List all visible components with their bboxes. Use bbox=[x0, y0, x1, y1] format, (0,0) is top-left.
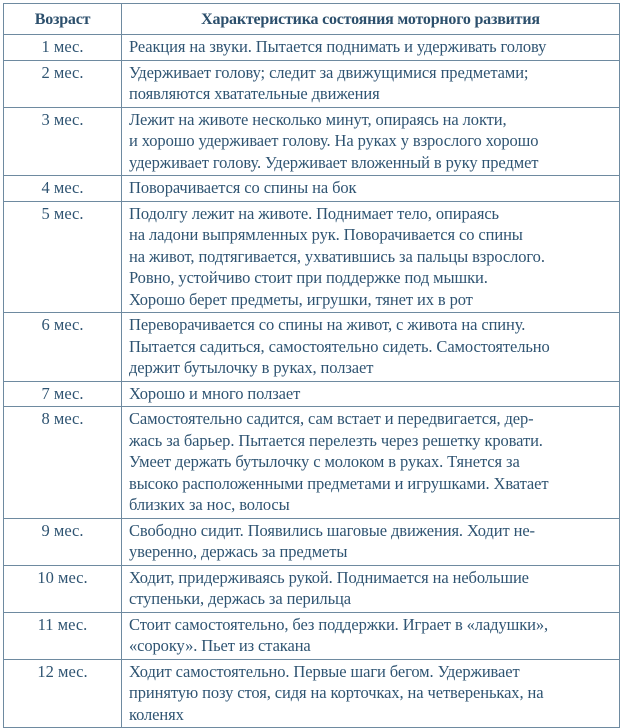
description-line: Реакция на звуки. Пытается поднимать и удерживать голову bbox=[129, 37, 547, 56]
table-row bbox=[4, 176, 620, 202]
age-cell: 4 мес. bbox=[4, 176, 122, 202]
description-line: коленях bbox=[129, 704, 184, 724]
age-cell: 1 мес. bbox=[4, 35, 122, 61]
description-cell bbox=[122, 60, 620, 107]
age-cell: 11 мес. bbox=[4, 612, 122, 659]
description-line: Удерживает голову; следит за движущимися предметами; bbox=[129, 62, 529, 82]
description-line: Лежит на животе несколько минут, опираясь на локти, bbox=[129, 109, 507, 129]
table-row bbox=[4, 407, 620, 519]
header-description: Характеристика состояния моторного развития bbox=[122, 4, 620, 35]
description-cell bbox=[122, 201, 620, 313]
description-line: и хорошо удерживает голову. На руках у взрослого хорошо bbox=[129, 131, 539, 150]
table-row bbox=[4, 313, 620, 382]
description-line: Хорошо берет предметы, игрушки, тянет их в рот bbox=[129, 289, 473, 309]
age-cell: 6 мес. bbox=[4, 313, 122, 382]
description-line: Самостоятельно садится, сам встает и передвигается, дер- bbox=[129, 409, 534, 428]
description-line: Поворачивается со спины на бок bbox=[129, 178, 357, 197]
description-cell bbox=[122, 313, 620, 382]
header-age: Возраст bbox=[4, 4, 122, 35]
description-line: Ходит самостоятельно. Первые шаги бегом. Удерживает bbox=[129, 661, 520, 681]
table-row bbox=[4, 201, 620, 313]
header-row bbox=[4, 4, 620, 35]
description-cell bbox=[122, 565, 620, 612]
description-line: удерживает голову. Удерживает вложенный в руку предмет bbox=[129, 152, 539, 172]
description-cell bbox=[122, 518, 620, 565]
description-line: уверенно, держась за предметы bbox=[129, 542, 348, 561]
description-line: на ладони выпрямленных рук. Поворачивается со спины bbox=[129, 225, 523, 244]
motor-development-table bbox=[3, 3, 620, 728]
description-line: появляются хватательные движения bbox=[129, 84, 380, 103]
description-line: ступеньки, держась за перильца bbox=[129, 589, 351, 608]
table-row bbox=[4, 60, 620, 107]
description-line: Умеет держать бутылочку с молоком в руках. Тянется за bbox=[129, 452, 520, 471]
description-line: Свободно сидит. Появились шаговые движения. Ходит не- bbox=[129, 520, 535, 540]
description-cell bbox=[122, 612, 620, 659]
description-line: на живот, подтягивается, ухватившись за пальцы взрослого. bbox=[129, 246, 545, 266]
table-row bbox=[4, 518, 620, 565]
description-line: принятую позу стоя, сидя на корточках, на четвереньках, на bbox=[129, 683, 544, 702]
description-cell bbox=[122, 107, 620, 176]
description-line: жась за барьер. Пытается перелезть через решетку кровати. bbox=[129, 430, 543, 450]
description-line: Ходит, придерживаясь рукой. Поднимается на небольшие bbox=[129, 567, 529, 587]
description-line: высоко расположенными предметами и игрушками. Хватает bbox=[129, 473, 549, 493]
description-line: «сороку». Пьет из стакана bbox=[129, 636, 311, 655]
description-cell bbox=[122, 407, 620, 519]
age-cell: 12 мес. bbox=[4, 659, 122, 728]
description-cell bbox=[122, 35, 620, 61]
description-cell bbox=[122, 176, 620, 202]
description-line: Пытается садиться, самостоятельно сидеть. Самостоятельно bbox=[129, 336, 550, 356]
table-row bbox=[4, 659, 620, 728]
age-cell: 2 мес. bbox=[4, 60, 122, 107]
description-line: Стоит самостоятельно, без поддержки. Играет в «ладушки», bbox=[129, 614, 549, 634]
table-row bbox=[4, 565, 620, 612]
table-body bbox=[4, 35, 620, 728]
age-cell: 5 мес. bbox=[4, 201, 122, 313]
table-row bbox=[4, 35, 620, 61]
description-line: держит бутылочку в руках, ползает bbox=[129, 358, 374, 377]
description-line: Подолгу лежит на животе. Поднимает тело, опираясь bbox=[129, 203, 499, 223]
table-row bbox=[4, 107, 620, 176]
description-line: Переворачивается со спины на живот, с живота на спину. bbox=[129, 315, 526, 334]
age-cell: 10 мес. bbox=[4, 565, 122, 612]
description-line: близких за нос, волосы bbox=[129, 495, 290, 514]
description-line: Хорошо и много ползает bbox=[129, 383, 301, 403]
age-cell: 3 мес. bbox=[4, 107, 122, 176]
description-cell bbox=[122, 659, 620, 728]
description-line: Ровно, устойчиво стоит при поддержке под мышки. bbox=[129, 268, 488, 287]
description-cell bbox=[122, 381, 620, 407]
age-cell: 8 мес. bbox=[4, 407, 122, 519]
age-cell: 9 мес. bbox=[4, 518, 122, 565]
table-row bbox=[4, 612, 620, 659]
table-row bbox=[4, 381, 620, 407]
age-cell: 7 мес. bbox=[4, 381, 122, 407]
